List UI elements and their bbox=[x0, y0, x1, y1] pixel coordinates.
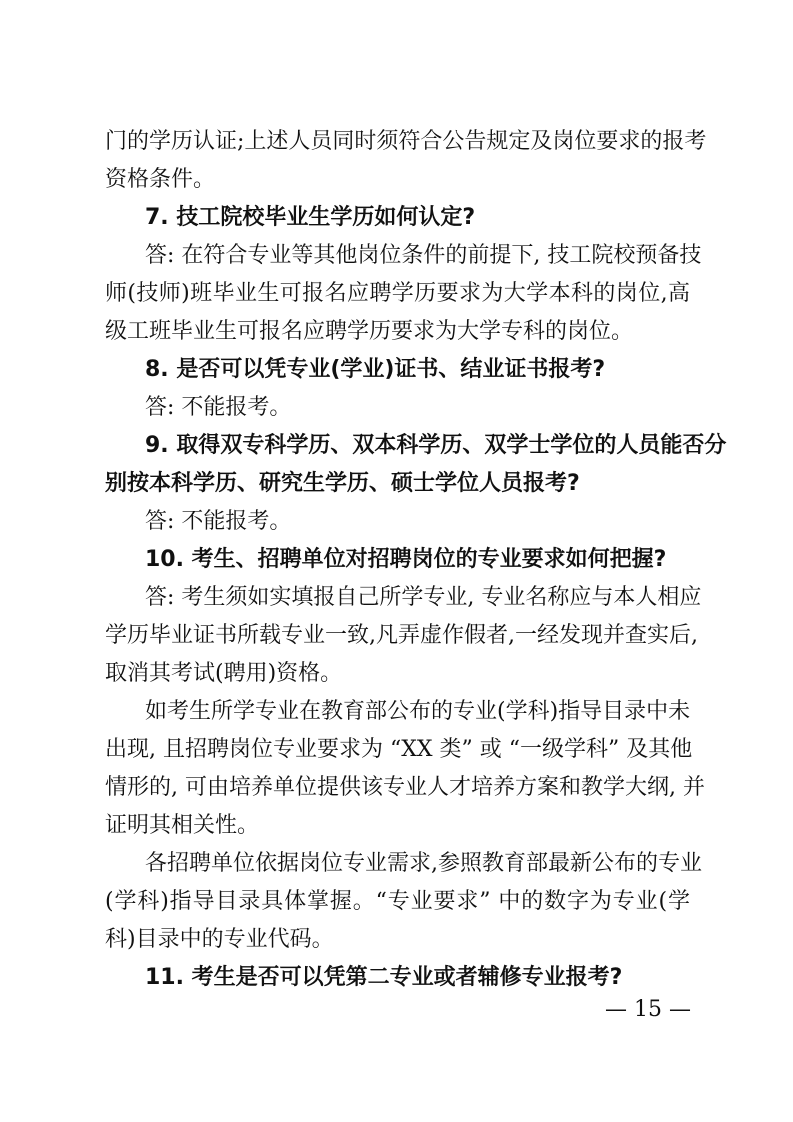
text-line: 师(技师)班毕业生可报名应聘学历要求为大学本科的岗位,高 bbox=[105, 281, 690, 306]
text-line: (学科)指导目录具体掌握。“专业要求” 中的数字为专业(学 bbox=[105, 889, 690, 914]
answer-line: 答: 不能报考。 bbox=[145, 395, 292, 420]
text-line: 各招聘单位依据岗位专业需求,参照教育部最新公布的专业 bbox=[145, 851, 702, 876]
question-heading: 别按本科学历、研究生学历、硕士学位人员报考? bbox=[105, 471, 580, 496]
text-line: 门的学历认证;上述人员同时须符合公告规定及岗位要求的报考 bbox=[105, 129, 707, 154]
text-line: 出现, 且招聘岗位专业要求为 “XX 类” 或 “一级学科” 及其他 bbox=[105, 737, 693, 762]
text-line: 级工班毕业生可报名应聘学历要求为大学专科的岗位。 bbox=[105, 319, 634, 344]
question-heading: 10. 考生、招聘单位对招聘岗位的专业要求如何把握? bbox=[145, 547, 667, 572]
text-line: 学历毕业证书所载专业一致,凡弄虚作假者,一经发现并查实后, bbox=[105, 623, 698, 648]
question-heading: 7. 技工院校毕业生学历如何认定? bbox=[145, 205, 476, 230]
answer-line: 答: 在符合专业等其他岗位条件的前提下, 技工院校预备技 bbox=[145, 243, 702, 268]
question-heading: 9. 取得双专科学历、双本科学历、双学士学位的人员能否分 bbox=[145, 433, 727, 458]
text-line: 取消其考试(聘用)资格。 bbox=[105, 661, 343, 686]
text-line: 情形的, 可由培养单位提供该专业人才培养方案和教学大纲, 并 bbox=[105, 775, 705, 800]
answer-line: 答: 不能报考。 bbox=[145, 509, 292, 534]
answer-line: 答: 考生须如实填报自己所学专业, 专业名称应与本人相应 bbox=[145, 585, 702, 610]
text-line: 证明其相关性。 bbox=[105, 813, 260, 838]
question-heading: 11. 考生是否可以凭第二专业或者辅修专业报考? bbox=[145, 965, 623, 990]
text-line: 科)目录中的专业代码。 bbox=[105, 927, 334, 952]
page-number: — 15 — bbox=[605, 997, 691, 1022]
text-line: 如考生所学专业在教育部公布的专业(学科)指导目录中未 bbox=[145, 699, 691, 724]
text-line: 资格条件。 bbox=[105, 167, 216, 192]
question-heading: 8. 是否可以凭专业(学业)证书、结业证书报考? bbox=[145, 357, 606, 382]
